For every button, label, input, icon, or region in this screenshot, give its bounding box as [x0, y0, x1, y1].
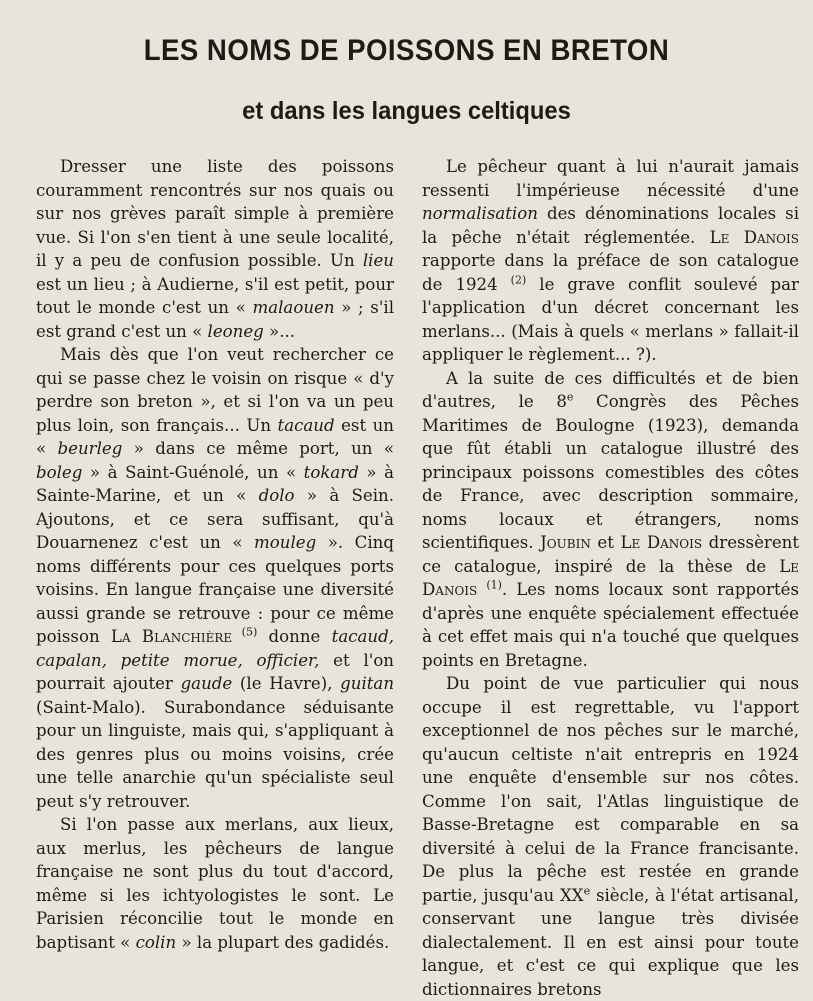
text-run: rapporte dans la préface de son catalogue de 1924: [422, 251, 799, 294]
text-run: (Saint-Malo). Surabondance séduisante pour un linguiste, mais qui, s'appliquant à des genres plus ou moins voisins, crée une telle anarchie qu'un spécialiste seul peut s'y retrouver.: [36, 697, 394, 811]
article-title: LES NOMS DE POISSONS EN BRETON: [143, 34, 670, 68]
text-run: Mais dès que l'on veut rechercher ce qui se passe chez le voisin on risque « d'y perdre son breton », et si l'on va un peu plus loin, son français... Un: [36, 345, 394, 435]
text-run: [477, 580, 486, 599]
text-run: Congrès des Pêches Maritimes de Boulogne (1923), demanda que fût établi un catalogue illustré des principaux poissons comestibles des côtes de France, avec description sommaire, noms locaux et étrangers, noms scientifiques.: [422, 392, 799, 552]
article-subtitle: et dans les langues celtiques: [242, 96, 571, 125]
text-run: » à Sein. Ajoutons, et ce sera suffisant, qu'à Douarnenez c'est un «: [36, 486, 395, 552]
paragraph: [422, 155, 799, 367]
text-run: Si l'on passe aux merlans, aux lieux, aux merlus, les pêcheurs de langue française ne sont plus du tout d'accord, même si les ichtyologistes le sont. Le Parisien réconcilie tout le monde en baptisant «: [36, 815, 394, 952]
italic-term: leoneg: [207, 321, 264, 341]
text-run: est un lieu ; à Audierne, s'il est petit, pour tout le monde c'est un «: [36, 274, 394, 317]
text-run: siècle, à l'état artisanal, conservant une langue très divisée dialectalement. Il en est ainsi pour toute langue, et c'est ce qui explique que les dictionnaires bretons: [422, 885, 799, 999]
author-name: Le Danois: [620, 533, 703, 552]
text-run: est un «: [36, 415, 394, 458]
text-run: » à Saint-Guénolé, un «: [82, 462, 304, 482]
reference-mark: e: [566, 390, 574, 404]
reference-mark: (5): [232, 625, 258, 639]
italic-term: malaouen: [252, 298, 335, 317]
author-name: Le Danois: [709, 227, 799, 247]
paragraph: [422, 672, 799, 1001]
text-run: » la plupart des gadidés.: [176, 932, 390, 952]
italic-term: lieu: [362, 251, 394, 270]
text-run: et: [590, 533, 621, 552]
author-name: Le Danois: [422, 556, 799, 599]
author-name: La Blanchière: [110, 627, 233, 646]
text-run: des dénominations locales si la pêche n'était réglementée.: [422, 204, 799, 247]
text-run: (le Havre),: [232, 674, 341, 693]
text-run: A la suite de ces difficultés et de bien d'autres, le 8: [422, 368, 799, 411]
paragraph: [36, 155, 394, 343]
text-run: le grave conflit soulevé par l'application d'un décret concernant les merlans... (Mais à quels « merlans » fallait-il appliquer le règlement... ?).: [422, 274, 799, 364]
italic-term: tacaud: [277, 415, 335, 435]
text-run: Le pêcheur quant à lui n'aurait jamais ressenti l'impérieuse nécessité d'une: [422, 157, 799, 200]
text-run: donne: [257, 627, 332, 646]
text-run: . Les noms locaux sont rapportés d'après une enquête spécialement effectuée à cet effet mais qui n'a touché que quelques points en Bretagne.: [422, 580, 799, 670]
right-column: [422, 155, 799, 1001]
italic-term: boleg: [36, 462, 83, 482]
text-run: Dresser une liste des poissons couramment rencontrés sur nos quais ou sur nos grèves paraît simple à première vue. Si l'on s'en tient à une seule localité, il y a peu de confusion possible. Un: [36, 157, 394, 270]
paragraph: [422, 367, 799, 673]
text-run: Du point de vue particulier qui nous occupe il est regrettable, vu l'apport exceptionnel de nos pêches sur le marché, qu'aucun celtiste n'ait entrepris en 1924 une enquête d'ensemble sur nos côtes. Comme l'on sait, l'Atlas linguistique de Basse-Bretagne est comparable en sa diversité à celui de la France francisante. De plus la pêche est restée en grande partie, jusqu'au XX: [422, 674, 799, 905]
text-run: » à Sainte-Marine, et un «: [36, 462, 394, 505]
italic-term: tokard: [303, 462, 359, 482]
text-run: dressèrent ce catalogue, inspiré de la thèse de: [422, 533, 799, 576]
text-run: » dans ce même port, un «: [122, 439, 395, 458]
italic-term: dolo: [258, 486, 295, 505]
reference-mark: (2): [510, 272, 527, 286]
italic-term: gaude: [180, 674, 233, 693]
italic-term: mouleg: [254, 533, 317, 552]
italic-term: beurleg: [57, 439, 123, 458]
reference-mark: (1): [486, 578, 502, 592]
paragraph: [36, 343, 394, 813]
italic-term: tacaud, capalan, petite morue, officier,: [36, 627, 394, 670]
text-run: ». Cinq noms différents pour ces quelques ports voisins. En langue française une diversité aussi grande se retrouve : pour ce même poisson: [36, 533, 394, 646]
text-run: » ; s'il est grand c'est un «: [36, 298, 395, 341]
left-column: [36, 155, 394, 954]
reference-mark: e: [583, 883, 591, 897]
italic-term: normalisation: [422, 204, 538, 223]
text-run: »...: [263, 321, 296, 341]
italic-term: guitan: [340, 674, 395, 693]
paragraph: [36, 813, 394, 954]
italic-term: colin: [135, 932, 177, 952]
text-run: et l'on pourrait ajouter: [36, 650, 394, 693]
author-name: Joubin: [540, 533, 591, 552]
